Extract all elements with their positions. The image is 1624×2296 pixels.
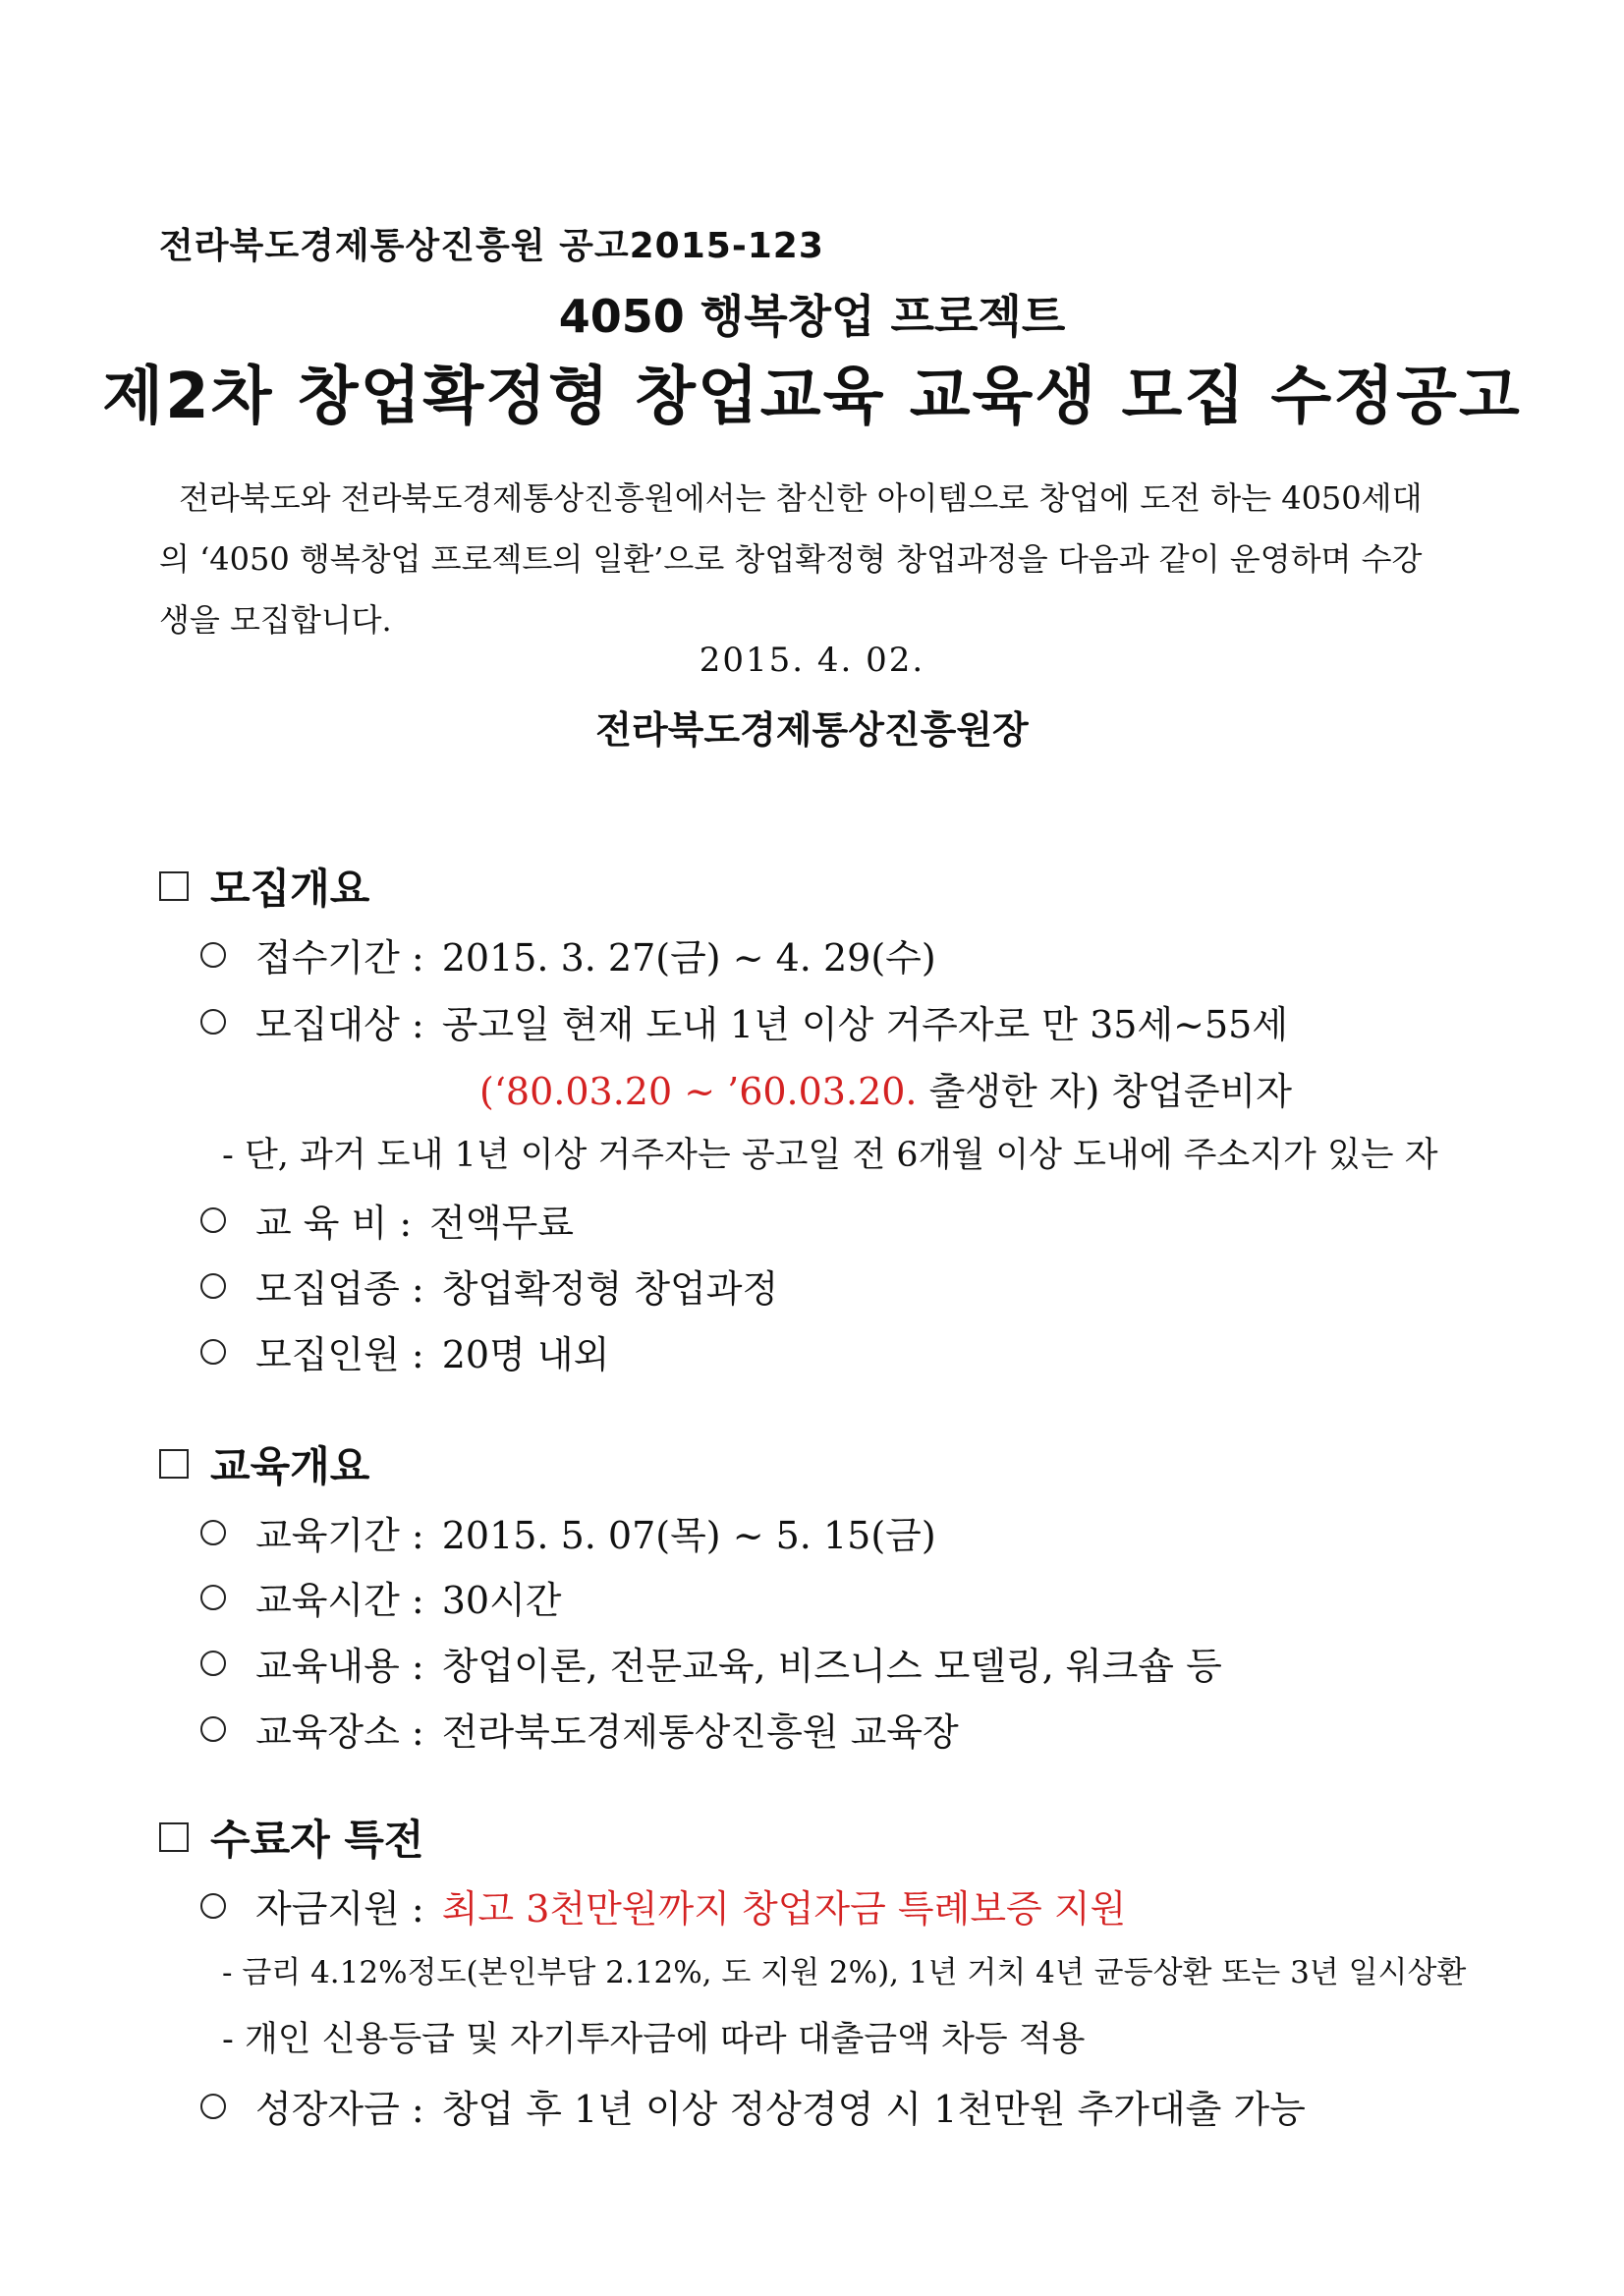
notice-number: 전라북도경제통상진흥원 공고2015-123 xyxy=(159,226,824,266)
intro-line-2: 의 ‘4050 행복창업 프로젝트의 일환’으로 창업확정형 창업과정을 다음과 같이 운영하며 수강 xyxy=(159,540,1423,578)
section-heading-text: 모집개요 xyxy=(210,865,370,913)
notice-date: 2015. 4. 02. xyxy=(699,641,925,680)
recruit-target-item xyxy=(200,994,1288,1048)
item-value: 20명 내외 xyxy=(441,1333,610,1376)
circle-bullet-icon xyxy=(200,1273,226,1299)
section-benefits-heading xyxy=(159,1808,423,1867)
birth-range-tail: 출생한 자) 창업준비자 xyxy=(928,1070,1292,1113)
item-value: 창업 후 1년 이상 정상경영 시 1천만원 추가대출 가능 xyxy=(441,2088,1306,2131)
item-label: 모집업종 : xyxy=(255,1267,424,1311)
circle-bullet-icon xyxy=(200,1585,226,1610)
item-label: 모집대상 : xyxy=(255,1003,424,1046)
item-value: 창업이론, 전문교육, 비즈니스 모델링, 워크숍 등 xyxy=(441,1645,1222,1688)
benefits-funding-note-1: - 금리 4.12%정도(본인부담 2.12%, 도 지원 2%), 1년 거치 4년 균등상환 또는 3년 일시상환 xyxy=(222,1955,1467,1990)
item-label: 교육기간 : xyxy=(255,1514,424,1557)
circle-bullet-icon xyxy=(200,1716,226,1742)
item-label: 성장자금 : xyxy=(255,2088,424,2131)
recruit-industry-item xyxy=(200,1259,778,1313)
square-bullet-icon xyxy=(159,1449,189,1479)
recruit-target-range xyxy=(479,1061,1292,1115)
item-value: 최고 3천만원까지 창업자금 특례보증 지원 xyxy=(441,1887,1127,1931)
project-subtitle: 4050 행복창업 프로젝트 xyxy=(558,290,1066,343)
section-heading-text: 교육개요 xyxy=(210,1442,370,1490)
issuing-organization: 전라북도경제통상진흥원장 xyxy=(595,708,1029,752)
item-value: 공고일 현재 도내 1년 이상 거주자로 만 35세~55세 xyxy=(441,1003,1289,1046)
circle-bullet-icon xyxy=(200,1207,226,1233)
item-label: 모집인원 : xyxy=(255,1333,424,1376)
benefits-funding-item xyxy=(200,1878,1126,1932)
circle-bullet-icon xyxy=(200,1009,226,1035)
item-label: 교육시간 : xyxy=(255,1579,424,1622)
circle-bullet-icon xyxy=(200,1520,226,1545)
item-value: 30시간 xyxy=(441,1579,562,1622)
item-value: 2015. 5. 07(목) ~ 5. 15(금) xyxy=(441,1514,936,1557)
intro-line-3: 생을 모집합니다. xyxy=(159,601,392,639)
recruit-headcount-item xyxy=(200,1324,609,1378)
item-value: 창업확정형 창업과정 xyxy=(441,1267,779,1311)
education-hours-item xyxy=(200,1570,562,1624)
item-value: 전액무료 xyxy=(429,1202,575,1245)
item-label: 자금지원 : xyxy=(255,1887,424,1931)
intro-paragraph xyxy=(159,468,1476,650)
section-recruit-heading xyxy=(159,857,369,916)
item-value: 전라북도경제통상진흥원 교육장 xyxy=(441,1710,959,1754)
square-bullet-icon xyxy=(159,1822,189,1852)
item-label: 접수기간 : xyxy=(255,936,424,980)
item-value: 2015. 3. 27(금) ~ 4. 29(수) xyxy=(441,936,936,980)
intro-line-1: 전라북도와 전라북도경제통상진흥원에서는 참신한 아이템으로 창업에 도전 하는 4050세대 xyxy=(179,479,1423,517)
section-education-heading xyxy=(159,1434,369,1493)
birth-range: (‘80.03.20 ~ ’60.03.20. xyxy=(479,1070,918,1113)
circle-bullet-icon xyxy=(200,2094,226,2119)
recruit-fee-item xyxy=(200,1193,574,1247)
item-label: 교육내용 : xyxy=(255,1645,424,1688)
circle-bullet-icon xyxy=(200,942,226,968)
education-content-item xyxy=(200,1636,1222,1690)
benefits-funding-note-2: - 개인 신용등급 및 자기투자금에 따라 대출금액 차등 적용 xyxy=(222,2020,1086,2059)
circle-bullet-icon xyxy=(200,1651,226,1676)
notice-title: 제2차 창업확정형 창업교육 교육생 모집 수정공고 xyxy=(102,361,1522,433)
section-heading-text: 수료자 특전 xyxy=(210,1816,424,1864)
square-bullet-icon xyxy=(159,871,189,901)
circle-bullet-icon xyxy=(200,1893,226,1919)
recruit-target-note: - 단, 과거 도내 1년 이상 거주자는 공고일 전 6개월 이상 도내에 주소지가 있는 자 xyxy=(222,1136,1438,1175)
benefits-growth-item xyxy=(200,2079,1306,2133)
recruit-period-item xyxy=(200,927,936,981)
item-label: 교육장소 : xyxy=(255,1710,424,1754)
education-period-item xyxy=(200,1505,936,1559)
education-place-item xyxy=(200,1702,959,1756)
circle-bullet-icon xyxy=(200,1339,226,1365)
item-label: 교 육 비 : xyxy=(255,1202,413,1245)
